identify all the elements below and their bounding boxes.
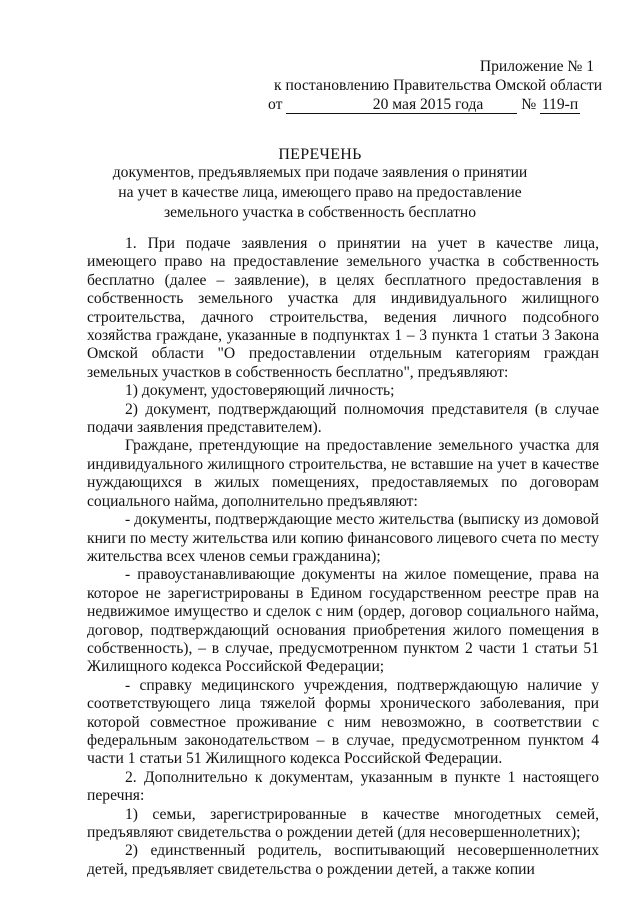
- bullet-medical-certificate: - справку медицинского учреждения, подтверждающую наличие у соответствующего лица тяжелой формы хронического заболевания, при которой совместное проживание с ним невозможно, в соответствии с федеральным законодательством – в случае, предусмотренном пунктом 4 части 1 статьи 51 Жилищного кодекса Российской Федерации.: [87, 676, 599, 768]
- appendix-title: Приложение № 1: [479, 58, 594, 75]
- number-sign: №: [521, 96, 537, 113]
- document-subtitle: документов, предъявляемых при подаче заявления о принятии на учет в качестве лица, имеющего право на предоставление земельного участка в собственность бесплатно: [112, 164, 528, 221]
- decree-date-field: [286, 97, 517, 114]
- document-title: ПЕРЕЧЕНЬ: [278, 146, 362, 163]
- paragraph-1: 1. При подаче заявления о принятии на учет в качестве лица, имеющего право на предоставление земельного участка в собственность бесплатно (далее – заявление), в целях бесплатного предоставления в собственность земельного участка для индивидуального жилищного строительства, дачного строительства, ведения личного подсобного хозяйства граждане, указанные в подпунктах 1 – 3 пункта 1 статьи 3 Закона Омской области "О предоставлении отдельным категориям граждан земельных участков в собственность бесплатно", предъявляют:: [87, 235, 599, 381]
- paragraph-1-item-2: 2) документ, подтверждающий полномочия представителя (в случае подачи заявления представителем).: [87, 400, 599, 437]
- appendix-header: [258, 57, 608, 114]
- date-prefix: от: [268, 96, 283, 113]
- bullet-residence-docs: - документы, подтверждающие место жительства (выписку из домовой книги по месту жительства или копию финансового лицевого счета по месту жительства всех членов семьи гражданина);: [87, 511, 599, 565]
- decree-date: 20 мая 2015 года: [372, 96, 484, 113]
- appendix-date-number-line: [258, 95, 608, 114]
- paragraph-2: 2. Дополнительно к документам, указанным в пункте 1 настоящего перечня:: [87, 768, 599, 805]
- paragraph-2-item-1: 1) семьи, зарегистрированные в качестве многодетных семей, предъявляют свидетельства о рождении детей (для несовершеннолетних);: [87, 805, 599, 841]
- paragraph-additional-docs: Граждане, претендующие на предоставление земельного участка для индивидуального жилищного строительства, не вставшие на учет в качестве нуждающихся в жилых помещениях, предоставляемых по договорам социального найма, дополнительно предъявляют:: [87, 437, 599, 510]
- document-body: [87, 235, 599, 879]
- paragraph-2-item-2: 2) единственный родитель, воспитывающий несовершеннолетних детей, предъявляет свидетельства о рождении детей, а также копии: [87, 842, 599, 878]
- appendix-decree-reference: к постановлению Правительства Омской области: [274, 77, 603, 94]
- decree-number: 119-п: [541, 96, 579, 113]
- paragraph-1-item-1: 1) документ, удостоверяющий личность;: [125, 382, 395, 400]
- bullet-title-docs: - правоустанавливающие документы на жилое помещение, права на которое не зарегистрированы в Едином государственном реестре прав на недвижимое имущество и сделок с ним (ордер, договор социального найма, договор, подтверждающий основания приобретения жилого помещения в собственность), – в случае, предусмотренном пунктом 2 части 1 статьи 51 Жилищного кодекса Российской Федерации;: [87, 566, 599, 676]
